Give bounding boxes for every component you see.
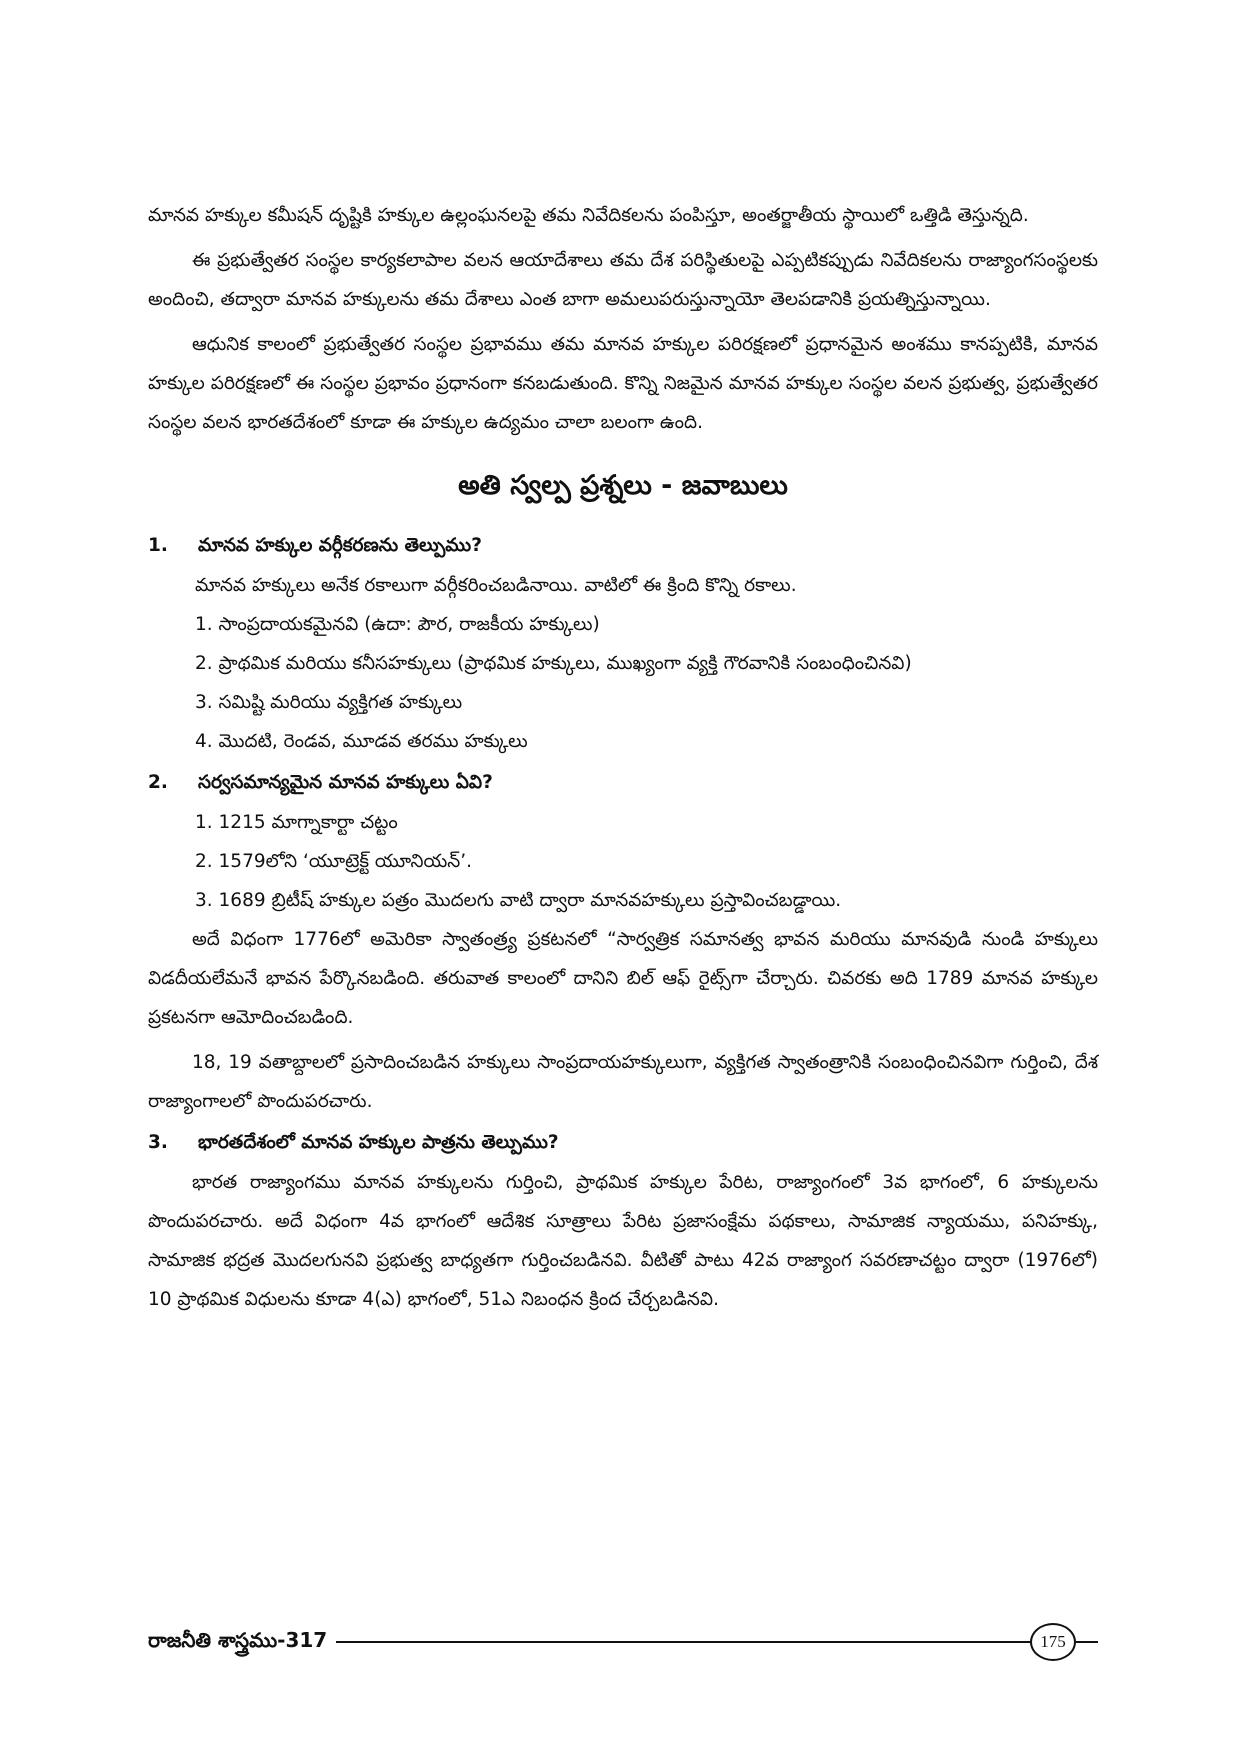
body-paragraph: అదే విధంగా 1776లో అమెరికా స్వాతంత్ర్య ప్రకటనలో “సార్వత్రిక సమానత్వ భావన మరియు మానవుడి నుండి హక్కులు విడదీయలేమనే భావన పేర్కొనబడింది. తరువాత కాలంలో దానిని బిల్ ఆఫ్ రైట్స్‌గా చేర్చారు. చివరకు అది 1789 మానవ హక్కుల ప్రకటనగా ఆమోదించబడింది. — [148, 929, 1098, 1028]
list-item: 2. 1579లోని ‘యూట్రెక్ట్ యూనియన్’. — [195, 851, 473, 872]
list-item: 1. సాంప్రదాయకమైనవి (ఉదా: పౌర, రాజకీయ హక్కులు) — [195, 614, 600, 635]
body-paragraph: ఈ ప్రభుత్వేతర సంస్థల కార్యకలాపాల వలన ఆయాదేశాలు తమ దేశ పరిస్థితులపై ఎప్పటికప్పుడు నివేదికలను రాజ్యాంగసంస్థలకు అందించి, తద్వారా మానవ హక్కులను తమ దేశాలు ఎంత బాగా అమలుపరుస్తున్నాయో తెలపడానికి ప్రయత్నిస్తున్నాయి. — [148, 250, 1098, 310]
question-text: సర్వసమాన్యమైన మానవ హక్కులు ఏవి? — [198, 772, 493, 793]
question-number: 2. — [148, 772, 168, 793]
footer-title: రాజనీతి శాస్త్రము-317 — [148, 1628, 328, 1652]
page-content — [148, 196, 1098, 1319]
footer-rule-end — [1076, 1641, 1098, 1643]
body-paragraph: భారత రాజ్యాంగము మానవ హక్కులను గుర్తించి, ప్రాథమిక హక్కుల పేరిట, రాజ్యాంగంలో 3వ భాగంలో, 6 హక్కులను పొందుపరచారు. అదే విధంగా 4వ భాగంలో ఆదేశిక సూత్రాలు పేరిట ప్రజాసంక్షేమ పథకాలు, సామాజిక న్యాయము, పనిహక్కు, సామాజిక భద్రత మొదలగునవి ప్రభుత్వ బాధ్యతగా గుర్తించబడినవి. వీటితో పాటు 42వ రాజ్యాంగ సవరణాచట్టం ద్వారా (1976లో) 10 ప్రాథమిక విధులను కూడా 4(ఎ) భాగంలో, 51ఎ నిబంధన క్రింద చేర్చబడినవి. — [148, 1172, 1098, 1310]
body-paragraph: ఆధునిక కాలంలో ప్రభుత్వేతర సంస్థల ప్రభావము తమ మానవ హక్కుల పరిరక్షణలో ప్రధానమైన అంశము కానప్పటికి, మానవ హక్కుల పరిరక్షణలో ఈ సంస్థల ప్రభావం ప్రధానంగా కనబడుతుంది. కొన్ని నిజమైన మానవ హక్కుల సంస్థల వలన ప్రభుత్వ, ప్రభుత్వేతర సంస్థల వలన భారతదేశంలో కూడా ఈ హక్కుల ఉద్యమం చాలా బలంగా ఉంది. — [148, 334, 1098, 433]
question-text: మానవ హక్కుల వర్గీకరణను తెల్పుము? — [198, 535, 482, 556]
section-heading: అతి స్వల్ప ప్రశ్నలు - జవాబులు — [458, 470, 788, 501]
question-number: 1. — [148, 535, 168, 556]
list-item: 3. సమిష్టి మరియు వ్యక్తిగత హక్కులు — [195, 692, 463, 713]
page-footer — [148, 1617, 1098, 1667]
question-2 — [148, 763, 1098, 803]
list-item: 1. 1215 మాగ్నాకార్టా చట్టం — [195, 812, 398, 833]
question-text: భారతదేశంలో మానవ హక్కుల పాత్రను తెల్పుము? — [198, 1132, 559, 1153]
list-item: 4. మొదటి, రెండవ, మూడవ తరము హక్కులు — [195, 731, 528, 752]
body-paragraph: 18, 19 వతాబ్దాలలో ప్రసాదించబడిన హక్కులు సాంప్రదాయహక్కులుగా, వ్యక్తిగత స్వాతంత్రానికి సంబంధించినవిగా గుర్తించి, దేశ రాజ్యాంగాలలో పొందుపరచారు. — [148, 1052, 1098, 1112]
body-paragraph: మానవ హక్కుల కమీషన్ దృష్టికి హక్కుల ఉల్లంఘనలపై తమ నివేదికలను పంపిస్తూ, అంతర్జాతీయ స్థాయిలో ఒత్తిడి తెస్తున్నది. — [148, 205, 1029, 226]
page-number: 175 — [1030, 1623, 1076, 1661]
question-number: 3. — [148, 1132, 168, 1153]
question-1 — [148, 526, 1098, 566]
list-item: 2. ప్రాథమిక మరియు కనీసహక్కులు (ప్రాథమిక హక్కులు, ముఖ్యంగా వ్యక్తి గౌరవానికి సంబంధించినవి) — [195, 653, 912, 674]
answer-intro: మానవ హక్కులు అనేక రకాలుగా వర్గీకరించబడినాయి. వాటిలో ఈ క్రింది కొన్ని రకాలు. — [195, 575, 797, 596]
question-3 — [148, 1123, 1098, 1163]
footer-rule — [336, 1641, 1032, 1643]
list-item: 3. 1689 బ్రిటీష్ హక్కుల పత్రం మొదలగు వాటి ద్వారా మానవహక్కులు ప్రస్తావించబడ్డాయి. — [195, 890, 842, 911]
